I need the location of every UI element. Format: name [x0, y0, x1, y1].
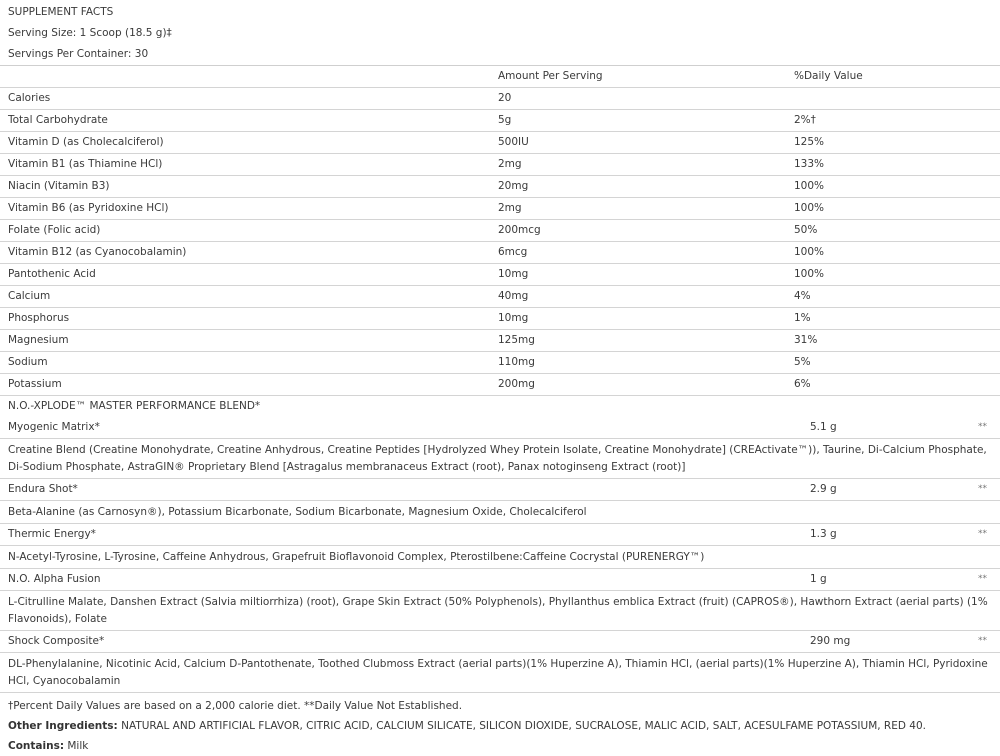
blend-daily-value: ** — [978, 574, 987, 584]
nutrient-daily-value: 50% — [794, 224, 818, 236]
blend-row — [0, 417, 1000, 439]
blend-ingredients: Creatine Blend (Creatine Monohydrate, Creatine Anhydrous, Creatine Peptides [Hydrolyzed Whey Protein Isolate, Creatine Monohydrate] (CREActivate™)), Taurine, Di-Calcium Phosphate, Di-Sodium Phosphate, AstraGIN® Proprietary Blend [Astragalus membranaceus Extract (root), Panax notoginseng Extract (root)] — [0, 439, 1000, 479]
allergen-contains — [0, 735, 1000, 755]
header-daily-value: %Daily Value — [794, 70, 863, 82]
blend-daily-value: ** — [978, 422, 987, 432]
nutrient-name: Sodium — [8, 356, 48, 368]
table-row — [0, 242, 1000, 264]
table-row — [0, 154, 1000, 176]
nutrient-amount: 10mg — [498, 312, 529, 324]
blend-ingredients: L-Citrulline Malate, Danshen Extract (Salvia miltiorrhiza) (root), Grape Skin Extract (50% Polyphenols), Phyllanthus emblica Extract (fruit) (CAPROS®), Hawthorn Extract (aerial parts) (1% Flavonoids), Folate — [0, 591, 1000, 631]
nutrient-daily-value: 100% — [794, 202, 825, 214]
table-row — [0, 198, 1000, 220]
table-row — [0, 286, 1000, 308]
blend-amount: 290 mg — [810, 635, 851, 647]
nutrient-daily-value: 5% — [794, 356, 811, 368]
blend-amount: 5.1 g — [810, 421, 837, 433]
nutrient-name: Vitamin B1 (as Thiamine HCl) — [8, 158, 163, 170]
nutrient-amount: 6mcg — [498, 246, 528, 258]
nutrient-table — [0, 88, 1000, 396]
nutrient-daily-value — [794, 88, 992, 109]
blend-name: N.O. Alpha Fusion — [8, 573, 101, 585]
contains-label: Contains: — [8, 740, 65, 752]
header-name — [8, 66, 498, 87]
blend-daily-value: ** — [978, 529, 987, 539]
nutrient-daily-value: 6% — [794, 378, 811, 390]
nutrient-name: Niacin (Vitamin B3) — [8, 180, 110, 192]
blend-row — [0, 569, 1000, 591]
nutrient-amount: 110mg — [498, 356, 535, 368]
nutrient-daily-value: 125% — [794, 136, 825, 148]
nutrient-name: Magnesium — [8, 334, 69, 346]
blend-daily-value: ** — [978, 484, 987, 494]
nutrient-amount: 125mg — [498, 334, 535, 346]
blend-row — [0, 479, 1000, 501]
blend-amount: 1.3 g — [810, 528, 837, 540]
nutrient-amount: 200mg — [498, 378, 535, 390]
contains-text: Milk — [67, 740, 89, 752]
table-row — [0, 308, 1000, 330]
nutrient-amount: 2mg — [498, 158, 522, 170]
nutrient-amount: 2mg — [498, 202, 522, 214]
table-row — [0, 220, 1000, 242]
nutrient-name: Total Carbohydrate — [8, 114, 108, 126]
blend-ingredients: N-Acetyl-Tyrosine, L-Tyrosine, Caffeine Anhydrous, Grapefruit Bioflavonoid Complex, Pterostilbene:Caffeine Cocrystal (PURENERGY™) — [0, 546, 1000, 569]
table-row — [0, 330, 1000, 352]
nutrient-name: Calories — [8, 92, 51, 104]
nutrient-name: Vitamin B12 (as Cyanocobalamin) — [8, 246, 187, 258]
nutrient-daily-value: 100% — [794, 180, 825, 192]
table-row — [0, 110, 1000, 132]
table-row — [0, 132, 1000, 154]
nutrient-amount: 20mg — [498, 180, 529, 192]
panel-title: SUPPLEMENT FACTS — [8, 6, 114, 18]
nutrient-name: Calcium — [8, 290, 51, 302]
blend-title: N.O.-XPLODE™ MASTER PERFORMANCE BLEND* — [8, 400, 261, 412]
table-row — [0, 176, 1000, 198]
blend-name: Endura Shot* — [8, 483, 78, 495]
header-amount: Amount Per Serving — [498, 70, 603, 82]
blend-row — [0, 524, 1000, 546]
servings-per-container: Servings Per Container: 30 — [0, 44, 1000, 66]
footnote: †Percent Daily Values are based on a 2,000 calorie diet. **Daily Value Not Established. — [8, 700, 463, 712]
nutrient-daily-value: 31% — [794, 334, 818, 346]
blend-ingredients: DL-Phenylalanine, Nicotinic Acid, Calcium D-Pantothenate, Toothed Clubmoss Extract (aerial parts)(1% Huperzine A), Thiamin HCl, (aerial parts)(1% Huperzine A), Thiamin HCl, Pyridoxine HCl, Cyanocobalamin — [0, 653, 1000, 693]
blend-amount: 1 g — [810, 573, 827, 585]
nutrient-amount: 5g — [498, 114, 512, 126]
nutrient-name: Pantothenic Acid — [8, 268, 96, 280]
nutrient-amount: 20 — [498, 92, 512, 104]
nutrient-daily-value: 133% — [794, 158, 825, 170]
blend-amount: 2.9 g — [810, 483, 837, 495]
nutrient-name: Vitamin D (as Cholecalciferol) — [8, 136, 164, 148]
blend-name: Myogenic Matrix* — [8, 421, 100, 433]
nutrient-amount: 500IU — [498, 136, 529, 148]
blend-daily-value: ** — [978, 636, 987, 646]
nutrient-amount: 10mg — [498, 268, 529, 280]
blend-ingredients: Beta-Alanine (as Carnosyn®), Potassium Bicarbonate, Sodium Bicarbonate, Magnesium Oxide, Cholecalciferol — [0, 501, 1000, 524]
nutrient-daily-value: 4% — [794, 290, 811, 302]
nutrient-name: Phosphorus — [8, 312, 70, 324]
table-row — [0, 374, 1000, 396]
nutrient-daily-value: 100% — [794, 268, 825, 280]
nutrient-daily-value: 100% — [794, 246, 825, 258]
serving-size: Serving Size: 1 Scoop (18.5 g)‡ — [8, 27, 172, 39]
other-ingredients-text: NATURAL AND ARTIFICIAL FLAVOR, CITRIC ACID, CALCIUM SILICATE, SILICON DIOXIDE, SUCRALOSE, MALIC ACID, SALT, ACESULFAME POTASSIUM, RED 40. — [121, 720, 926, 732]
nutrient-daily-value: 1% — [794, 312, 811, 324]
blend-name: Thermic Energy* — [8, 528, 96, 540]
nutrient-daily-value: 2%† — [794, 114, 816, 126]
nutrient-name: Folate (Folic acid) — [8, 224, 101, 236]
blend-list — [0, 417, 1000, 693]
table-row — [0, 264, 1000, 286]
other-ingredients — [0, 715, 1000, 735]
nutrient-amount: 40mg — [498, 290, 529, 302]
nutrient-name: Vitamin B6 (as Pyridoxine HCl) — [8, 202, 169, 214]
other-ingredients-label: Other Ingredients: — [8, 720, 118, 732]
table-row — [0, 352, 1000, 374]
nutrient-amount: 200mcg — [498, 224, 541, 236]
table-header — [0, 66, 1000, 88]
table-row — [0, 88, 1000, 110]
blend-name: Shock Composite* — [8, 635, 105, 647]
blend-row — [0, 631, 1000, 653]
nutrient-name: Potassium — [8, 378, 62, 390]
